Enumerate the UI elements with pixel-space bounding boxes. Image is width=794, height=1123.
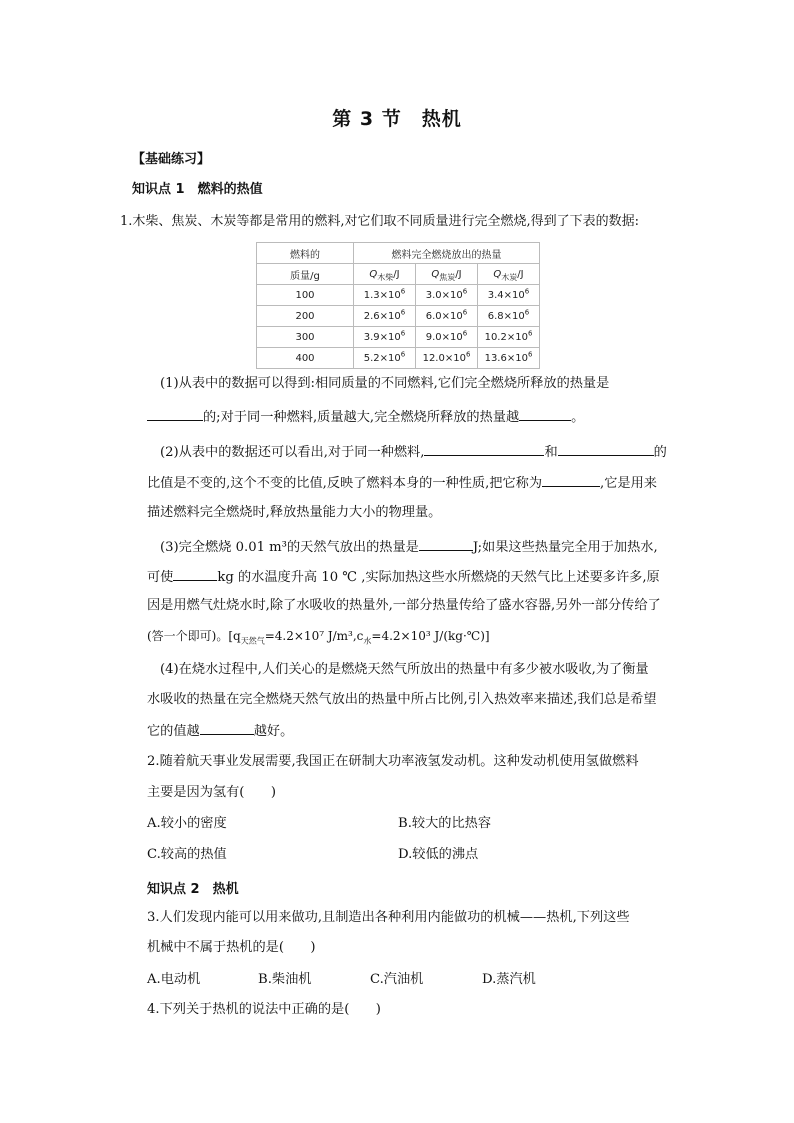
q1-intro: 1.木柴、焦炭、木炭等都是常用的燃料,对它们取不同质量进行完全燃烧,得到了下表的数据: [120,214,640,229]
q3-option-b[interactable]: B.柴油机 [258,972,312,987]
q3-option-d[interactable]: D.蒸汽机 [482,972,536,987]
q1-part2-line3: 描述燃料完全燃烧时,释放热量能力大小的物理量。 [147,505,442,520]
q1-part4-line3: 它的值越 越好。 [147,720,293,742]
q2-option-a[interactable]: A.较小的密度 [147,816,227,831]
knowledge-point-1-heading: 知识点 1 燃料的热值 [132,182,263,197]
answer-blank[interactable] [200,720,254,735]
answer-blank[interactable] [173,566,217,581]
q1-part3-line3: 因是用燃气灶烧水时,除了水吸收的热量外,一部分热量传给了盛水容器,另外一部分传给了 [147,598,661,613]
q3-option-a[interactable]: A.电动机 [147,972,201,987]
q1-part4-line1: (4)在烧水过程中,人们关心的是燃烧天然气所放出的热量中有多少被水吸收,为了衡量 [160,662,649,677]
q2-option-d[interactable]: D.较低的沸点 [398,847,479,862]
q3-stem-line2: 机械中不属于热机的是( ) [147,940,316,955]
answer-blank[interactable] [419,536,473,551]
q1-part3-line4: (答一个即可)。[$q_{天然气}=4.2\times 10^7$ $J/m^3,c_水=4.2\times 10^3$ J/(kg·℃)] [147,629,490,646]
table-col-charcoal: $Q_{木炭}/J$ [478,264,540,285]
section-heading: 【基础练习】 [132,152,211,167]
q2-stem-line1: 2.随着航天事业发展需要,我国正在研制大功率液氢发动机。这种发动机使用氢做燃料 [147,754,639,769]
page-title: 第 3 节 热机 [332,108,462,130]
q1-part2-line1: (2)从表中的数据还可以看出,对于同一种燃料, 和 的 [160,441,667,463]
q2-option-b[interactable]: B.较大的比热容 [398,816,492,831]
answer-blank[interactable] [147,406,203,421]
q3-stem-line1: 3.人们发现内能可以用来做功,且制造出各种利用内能做功的机械——热机,下列这些 [147,910,630,925]
knowledge-point-2-heading: 知识点 2 热机 [147,882,239,897]
answer-blank[interactable] [558,441,654,456]
table-header-mass: 质量/g [257,264,354,285]
q2-stem-line2: 主要是因为氢有( ) [147,785,276,800]
table-header-heat: 燃料完全燃烧放出的热量 [354,243,540,264]
q1-part1-line1: (1)从表中的数据可以得到:相同质量的不同燃料,它们完全燃烧所释放的热量是 [160,376,610,391]
q3-option-c[interactable]: C.汽油机 [370,972,424,987]
answer-blank[interactable] [542,472,600,487]
table-row: 100 $1.3\times 10^6$ $3.0\times 10^6$ $3.4\times 10^6$ [257,285,540,306]
fuel-heat-table [256,242,540,369]
q2-option-c[interactable]: C.较高的热值 [147,847,227,862]
table-row: 200 $2.6\times 10^6$ $6.0\times 10^6$ $6.8\times 10^6$ [257,306,540,327]
q4-stem-line1: 4.下列关于热机的说法中正确的是( ) [147,1002,381,1017]
answer-blank[interactable] [519,406,571,421]
table-col-wood: $Q_{木柴}/J$ [354,264,416,285]
q1-part4-line2: 水吸收的热量在完全燃烧天然气放出的热量中所占比例,引入热效率来描述,我们总是希望 [147,692,657,707]
table-row: 400 $5.2\times 10^6$ $12.0\times 10^6$ $13.6\times 10^6$ [257,348,540,369]
q1-part1-line2: 的;对于同一种燃料,质量越大,完全燃烧所释放的热量越 。 [147,406,584,428]
q1-part3-line2: 可使 kg 的水温度升高 10 ℃ ,实际加热这些水所燃烧的天然气比上述要多许多,原 [147,566,660,588]
answer-blank[interactable] [424,441,544,456]
q1-part2-line2: 比值是不变的,这个不变的比值,反映了燃料本身的一种性质,把它称为 ,它是用来 [147,472,657,494]
table-col-coke: $Q_{焦炭}/J$ [416,264,478,285]
table-row: 300 $3.9\times 10^6$ $9.0\times 10^6$ $10.2\times 10^6$ [257,327,540,348]
table-header-fuel: 燃料的 [257,243,354,264]
q1-part3-line1: (3)完全燃烧 0.01 m³的天然气放出的热量是 J;如果这些热量完全用于加热水, [160,536,658,558]
